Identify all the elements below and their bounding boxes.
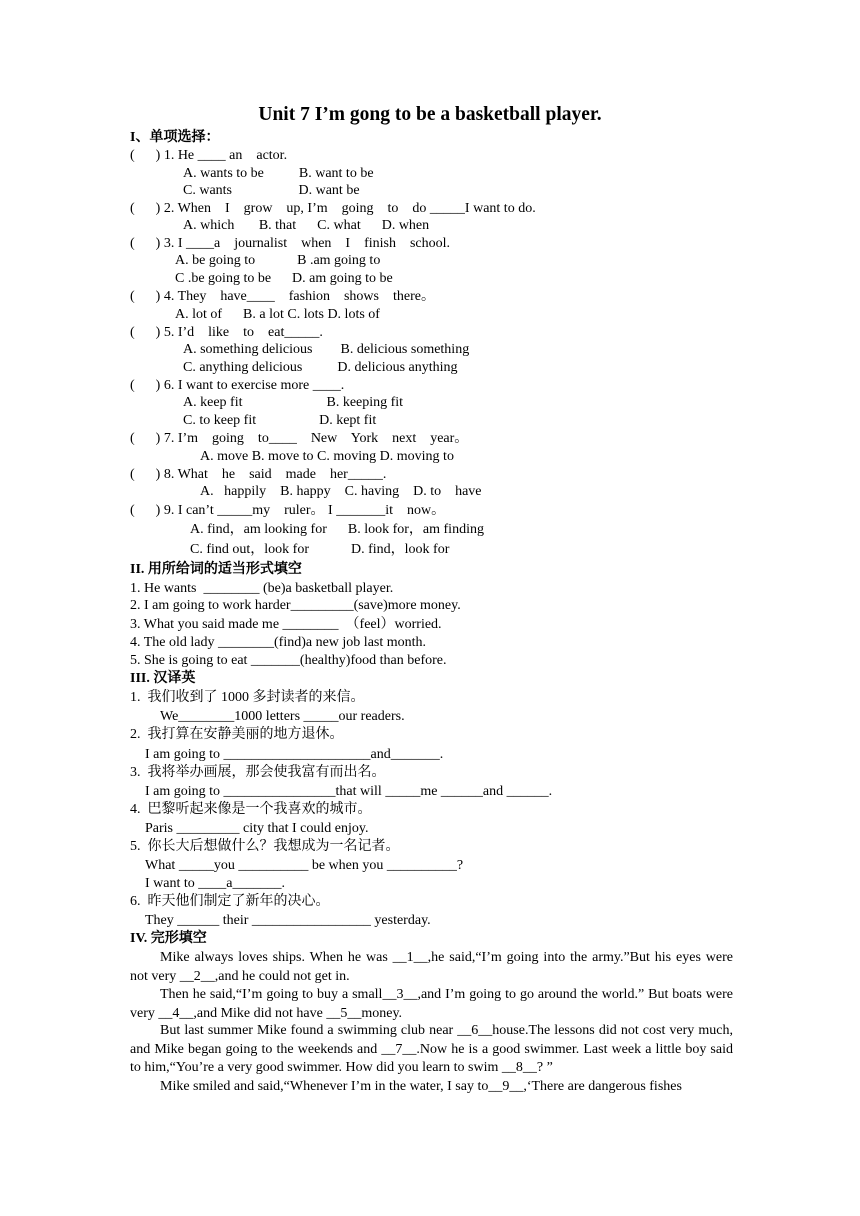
fill-in-line-5: 5. She is going to eat _______(healthy)food than before. bbox=[130, 653, 447, 668]
translation-4-chinese: 4. 巴黎听起来像是一个我喜欢的城市。 bbox=[130, 802, 372, 817]
fill-in-line-3: 3. What you said made me ________ （feel）worried. bbox=[130, 617, 442, 632]
question-3-options-cd: C .be going to be D. am going to be bbox=[175, 271, 393, 286]
question-7-stem: ( ) 7. I’m going to____ New York next year。 bbox=[130, 431, 469, 446]
question-6-stem: ( ) 6. I want to exercise more ____. bbox=[130, 378, 345, 393]
translation-2-chinese: 2. 我打算在安静美丽的地方退休。 bbox=[130, 727, 344, 742]
translation-6-chinese: 6. 昨天他们制定了新年的决心。 bbox=[130, 894, 330, 909]
question-8-options: A. happily B. happy C. having D. to have bbox=[200, 484, 482, 499]
translation-3-english: I am going to ________________that will _____me ______and ______. bbox=[145, 784, 553, 799]
question-9-stem: ( ) 9. I can’t _____my ruler。 I _______it now。 bbox=[130, 503, 446, 518]
question-2-options: A. which B. that C. what D. when bbox=[183, 218, 430, 233]
cloze-paragraph-1: Mike always loves ships. When he was __1__,he said,“I’m going into the army.”But his eyes were not very __2__,and he could not get in. bbox=[130, 950, 733, 984]
fill-in-line-4: 4. The old lady ________(find)a new job last month. bbox=[130, 635, 427, 650]
translation-5-chinese: 5. 你长大后想做什么？我想成为一名记者。 bbox=[130, 839, 400, 854]
question-2-stem: ( ) 2. When I grow up, I’m going to do _____I want to do. bbox=[130, 201, 536, 216]
question-4-options: A. lot of B. a lot C. lots D. lots of bbox=[175, 307, 380, 322]
cloze-paragraph-4: Mike smiled and said,“Whenever I’m in the water, I say to__9__,‘There are dangerous fishes bbox=[160, 1079, 682, 1094]
section-4-heading: IV. 完形填空 bbox=[130, 931, 207, 946]
translation-5-english-a: What _____you __________ be when you __________? bbox=[145, 858, 464, 873]
question-6-options-ab: A. keep fit B. keeping fit bbox=[183, 395, 404, 410]
question-5-options-cd: C. anything delicious D. delicious anything bbox=[183, 360, 458, 375]
question-9-options-ab: A. find，am looking for B. look for，am finding bbox=[190, 522, 484, 537]
page-title: Unit 7 I’m gong to be a basketball player. bbox=[258, 104, 602, 125]
section-1-heading: I、单项选择： bbox=[130, 130, 220, 145]
translation-1-english: We________1000 letters _____our readers. bbox=[160, 709, 405, 724]
translation-4-english: Paris _________ city that I could enjoy. bbox=[145, 821, 369, 836]
translation-1-chinese: 1. 我们收到了 1000 多封读者的来信。 bbox=[130, 690, 365, 705]
question-9-options-cd: C. find out，look for D. find，look for bbox=[190, 542, 450, 557]
translation-2-english: I am going to _____________________and_______. bbox=[145, 747, 444, 762]
question-3-options-ab: A. be going to B .am going to bbox=[175, 253, 381, 268]
question-1-stem: ( ) 1. He ____ an actor. bbox=[130, 148, 288, 163]
question-3-stem: ( ) 3. I ____a journalist when I finish school. bbox=[130, 236, 451, 251]
question-1-options-ab: A. wants to be B. want to be bbox=[183, 166, 374, 181]
question-5-stem: ( ) 5. I’d like to eat_____. bbox=[130, 325, 323, 340]
section-3-heading: III. 汉译英 bbox=[130, 671, 196, 686]
question-5-options-ab: A. something delicious B. delicious something bbox=[183, 342, 470, 357]
translation-6-english: They ______ their _________________ yesterday. bbox=[145, 913, 431, 928]
fill-in-line-1: 1. He wants ________ (be)a basketball player. bbox=[130, 581, 394, 596]
translation-3-chinese: 3. 我将举办画展，那会使我富有而出名。 bbox=[130, 765, 386, 780]
question-8-stem: ( ) 8. What he said made her_____. bbox=[130, 467, 387, 482]
section-2-heading: II. 用所给词的适当形式填空 bbox=[130, 562, 302, 577]
fill-in-line-2: 2. I am going to work harder_________(save)more money. bbox=[130, 598, 461, 613]
translation-5-english-b: I want to ____a_______. bbox=[145, 876, 285, 891]
question-7-options: A. move B. move to C. moving D. moving to bbox=[200, 449, 454, 464]
question-6-options-cd: C. to keep fit D. kept fit bbox=[183, 413, 377, 428]
question-4-stem: ( ) 4. They have____ fashion shows there。 bbox=[130, 289, 435, 304]
cloze-paragraph-2: Then he said,“I’m going to buy a small__3__,and I’m going to go around the world.” But boats were very __4__,and Mike did not have __5__money. bbox=[130, 987, 733, 1021]
question-1-options-cd: C. wants D. want be bbox=[183, 183, 360, 198]
cloze-paragraph-3: But last summer Mike found a swimming club near __6__house.The lessons did not cost very much, and Mike began going to the weekends and __7__.Now he is a good swimmer. Last week a little boy said to him,“You’re a very good swimmer. How did you learn to swim __8__? ” bbox=[130, 1023, 733, 1075]
